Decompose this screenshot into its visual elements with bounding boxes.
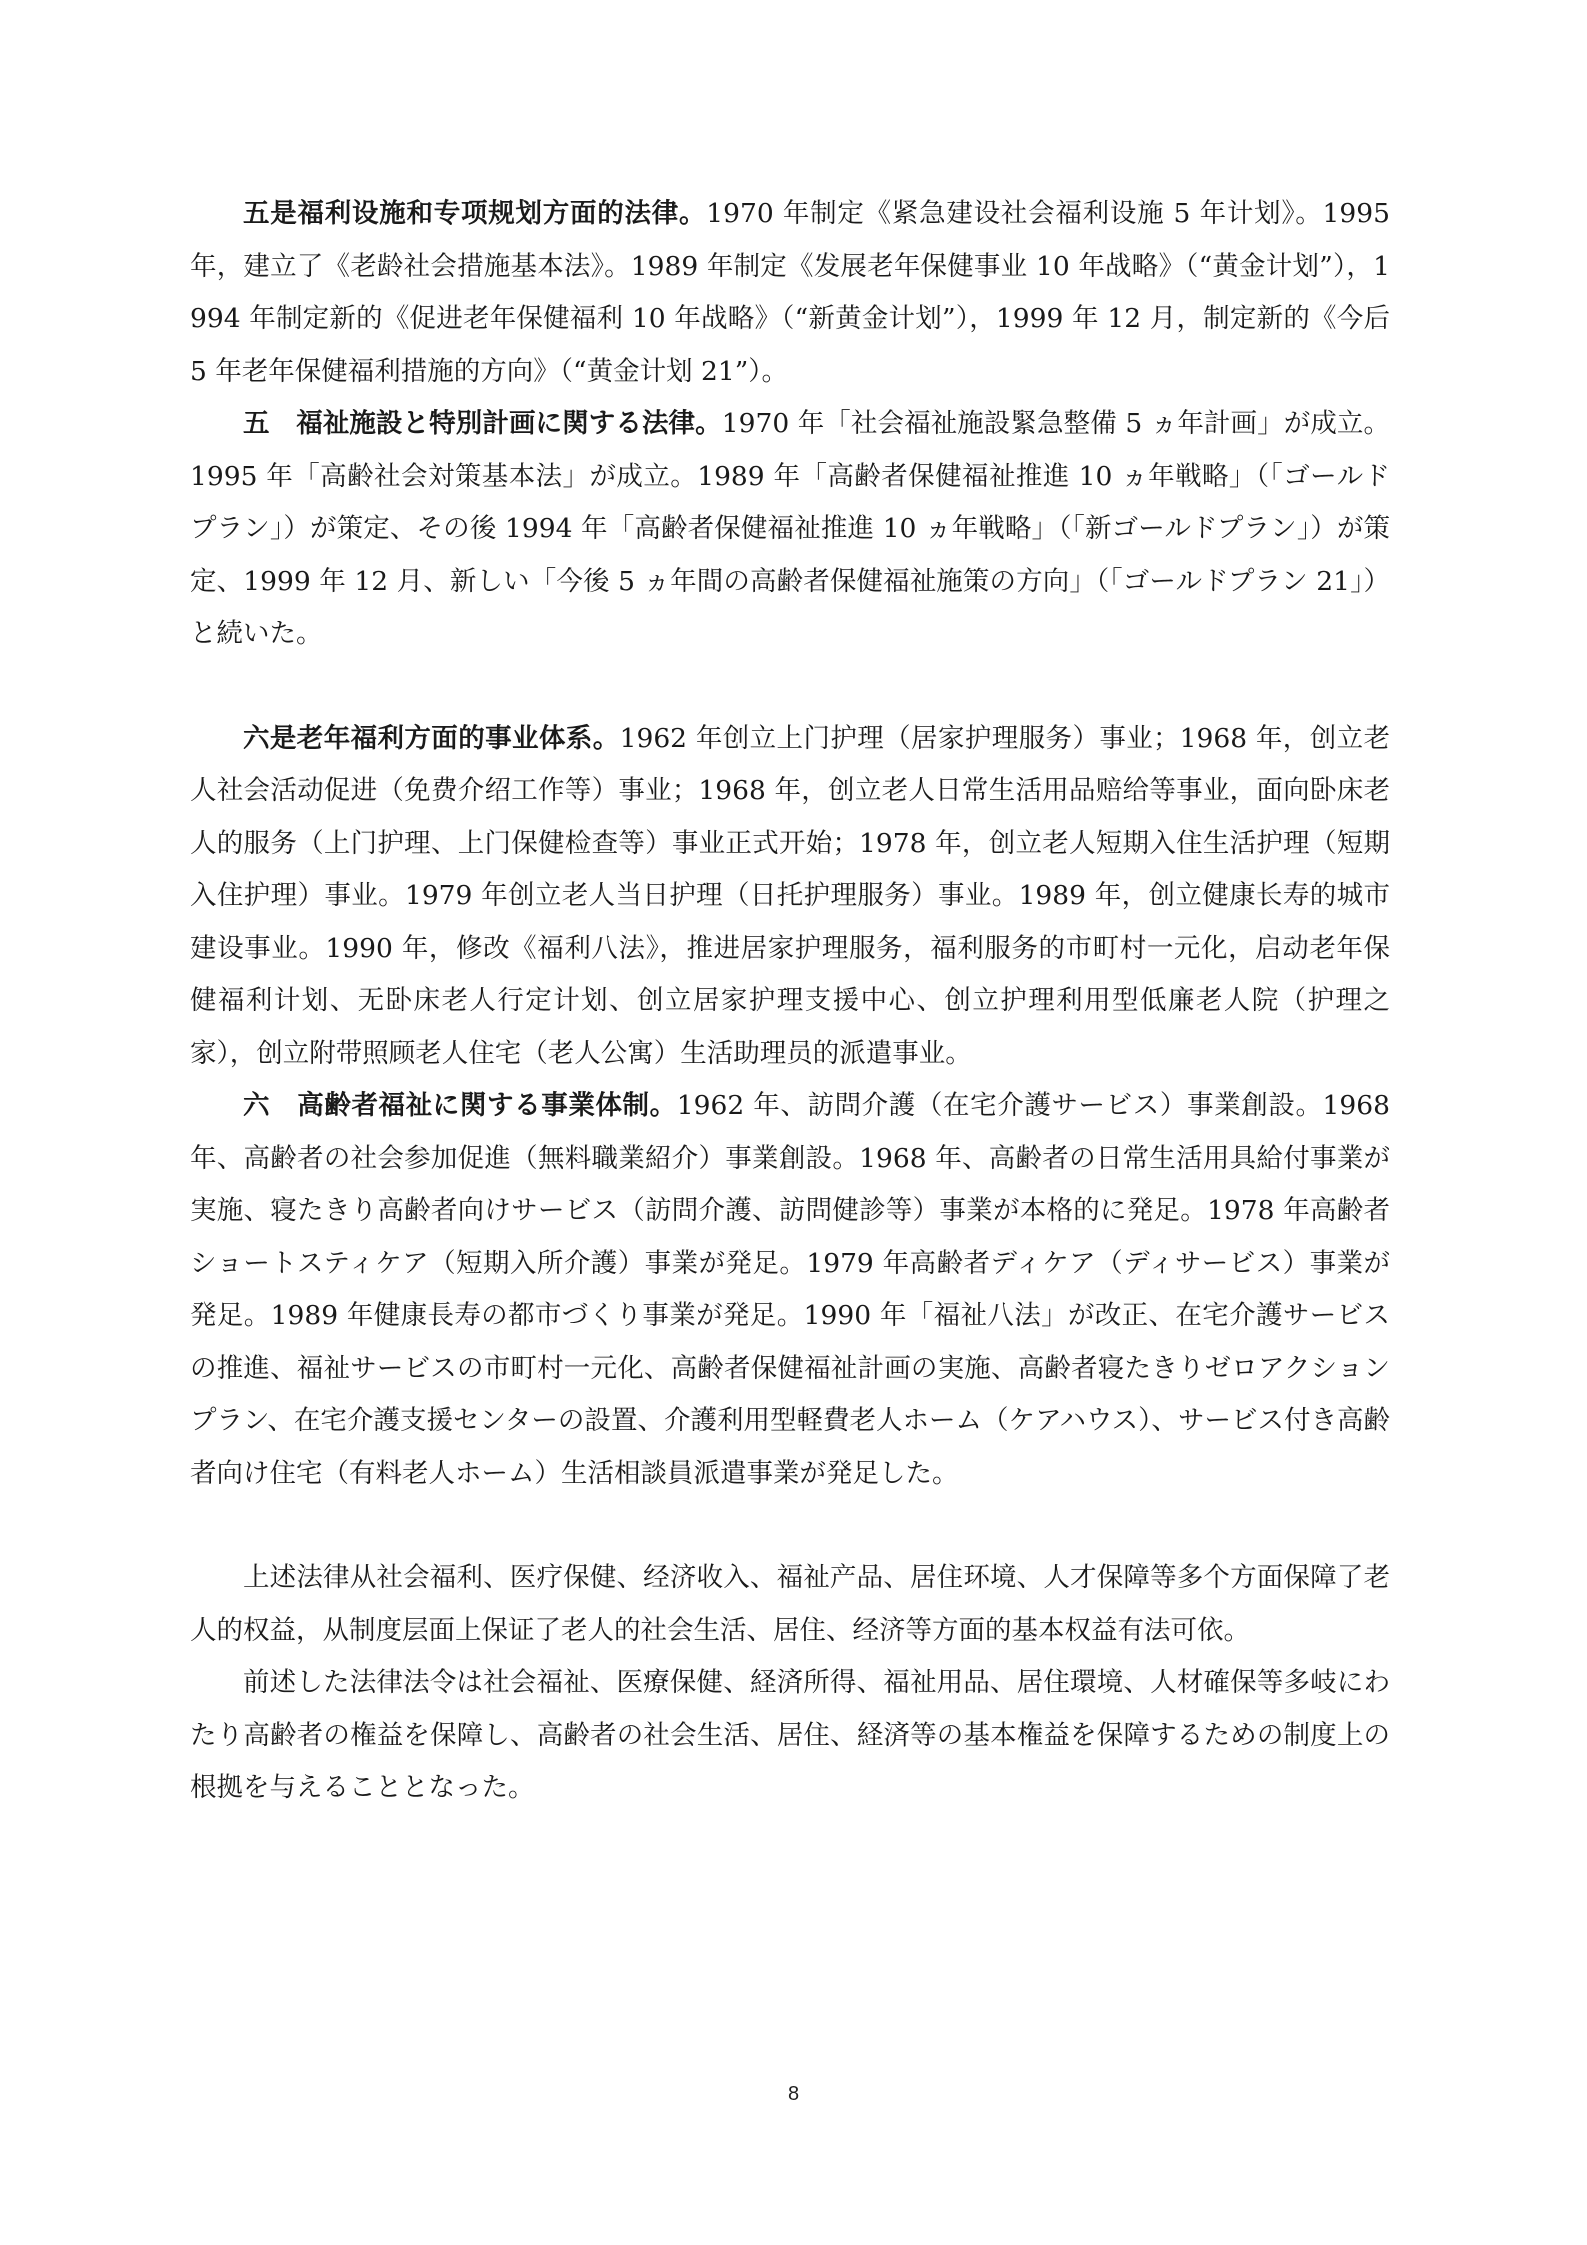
paragraph-summary-chinese (190, 1552, 1390, 1657)
paragraph-spacer (190, 661, 1390, 713)
paragraph-text: 1970 年制定《紧急建设社会福利设施 5 年计划》。1995 年，建立了《老龄社会措施基本法》。1989 年制定《发展老年保健事业 10 年战略》（“黄金计划”），1994 年制定新的《促进老年保健福利 10 年战略》（“新黄金计划”），1999 年 12 月，制定新的《今后 5 年老年保健福利措施的方向》（“黄金计划 21”）。 (190, 198, 1391, 387)
paragraph-text: 1962 年创立上门护理（居家护理服务）事业；1968 年，创立老人社会活动促进（免费介绍工作等）事业；1968 年，创立老人日常生活用品赔给等事业，面向卧床老人的服务（上门护理、上门保健检查等）事业正式开始；1978 年，创立老人短期入住生活护理（短期入住护理）事业。1979 年创立老人当日护理（日托护理服务）事业。1989 年，创立健康长寿的城市建设事业。1990 年，修改《福利八法》，推进居家护理服务，福利服务的市町村一元化，启动老年保健福利计划、无卧床老人行定计划、创立居家护理支援中心、创立护理利用型低廉老人院（护理之家），创立附带照顾老人住宅（老人公寓）生活助理员的派遣事业。 (190, 722, 1391, 1069)
document-body (190, 188, 1390, 1815)
section-heading-5-chinese: 五是福利设施和专项规划方面的法律。 (243, 198, 707, 229)
paragraph-section-5-japanese (190, 398, 1390, 661)
paragraph-text: 1962 年、訪問介護（在宅介護サービス）事業創設。1968 年、高齢者の社会参加促進（無料職業紹介）事業創設。1968 年、高齢者の日常生活用具給付事業が実施、寝たきり高齢者向けサービス（訪問介護、訪問健診等）事業が本格的に発足。1978 年高齢者ショートスティケア（短期入所介護）事業が発足。1979 年高齢者ディケア（ディサービス）事業が発足。1989 年健康長寿の都市づくり事業が発足。1990 年「福祉八法」が改正、在宅介護サービスの推進、福祉サービスの市町村一元化、高齢者保健福祉計画の実施、高齢者寝たきりゼロアクションプラン、在宅介護支援センターの設置、介護利用型軽費老人ホーム（ケアハウス）、サービス付き高齢者向け住宅（有料老人ホーム）生活相談員派遣事業が発足した。 (190, 1090, 1390, 1489)
paragraph-section-5-chinese (190, 188, 1390, 398)
paragraph-text: 上述法律从社会福利、医疗保健、经济收入、福祉产品、居住环境、人才保障等多个方面保障了老人的权益，从制度层面上保证了老人的社会生活、居住、经济等方面的基本权益有法可依。 (190, 1562, 1390, 1646)
paragraph-section-6-chinese (190, 713, 1390, 1081)
page-number: 8 (787, 2083, 800, 2105)
section-heading-6-japanese: 六 高齢者福祉に関する事業体制。 (243, 1090, 677, 1121)
paragraph-text: 前述した法律法令は社会福祉、医療保健、経済所得、福祉用品、居住環境、人材確保等多岐にわたり高齢者の権益を保障し、高齢者の社会生活、居住、経済等の基本権益を保障するための制度上の根拠を与えることとなった。 (190, 1667, 1390, 1803)
section-heading-6-chinese: 六是老年福利方面的事业体系。 (243, 722, 620, 754)
paragraph-spacer (190, 1500, 1390, 1552)
paragraph-section-6-japanese (190, 1080, 1390, 1500)
section-heading-5-japanese: 五 福祉施設と特別計画に関する法律。 (243, 408, 722, 439)
paragraph-text: 1970 年「社会福祉施設緊急整備 5 ヵ年計画」が成立。1995 年「高齢社会対策基本法」が成立。1989 年「高齢者保健福祉推進 10 ヵ年戦略」（「ゴールドプラン」）が策定、その後 1994 年「高齢者保健福祉推進 10 ヵ年戦略」（「新ゴールドプラン」）が策定、1999 年 12 月、新しい「今後 5 ヵ年間の高齢者保健福祉施策の方向」（「ゴールドプラン 21」）と続いた。 (190, 408, 1391, 649)
paragraph-summary-japanese (190, 1657, 1390, 1815)
